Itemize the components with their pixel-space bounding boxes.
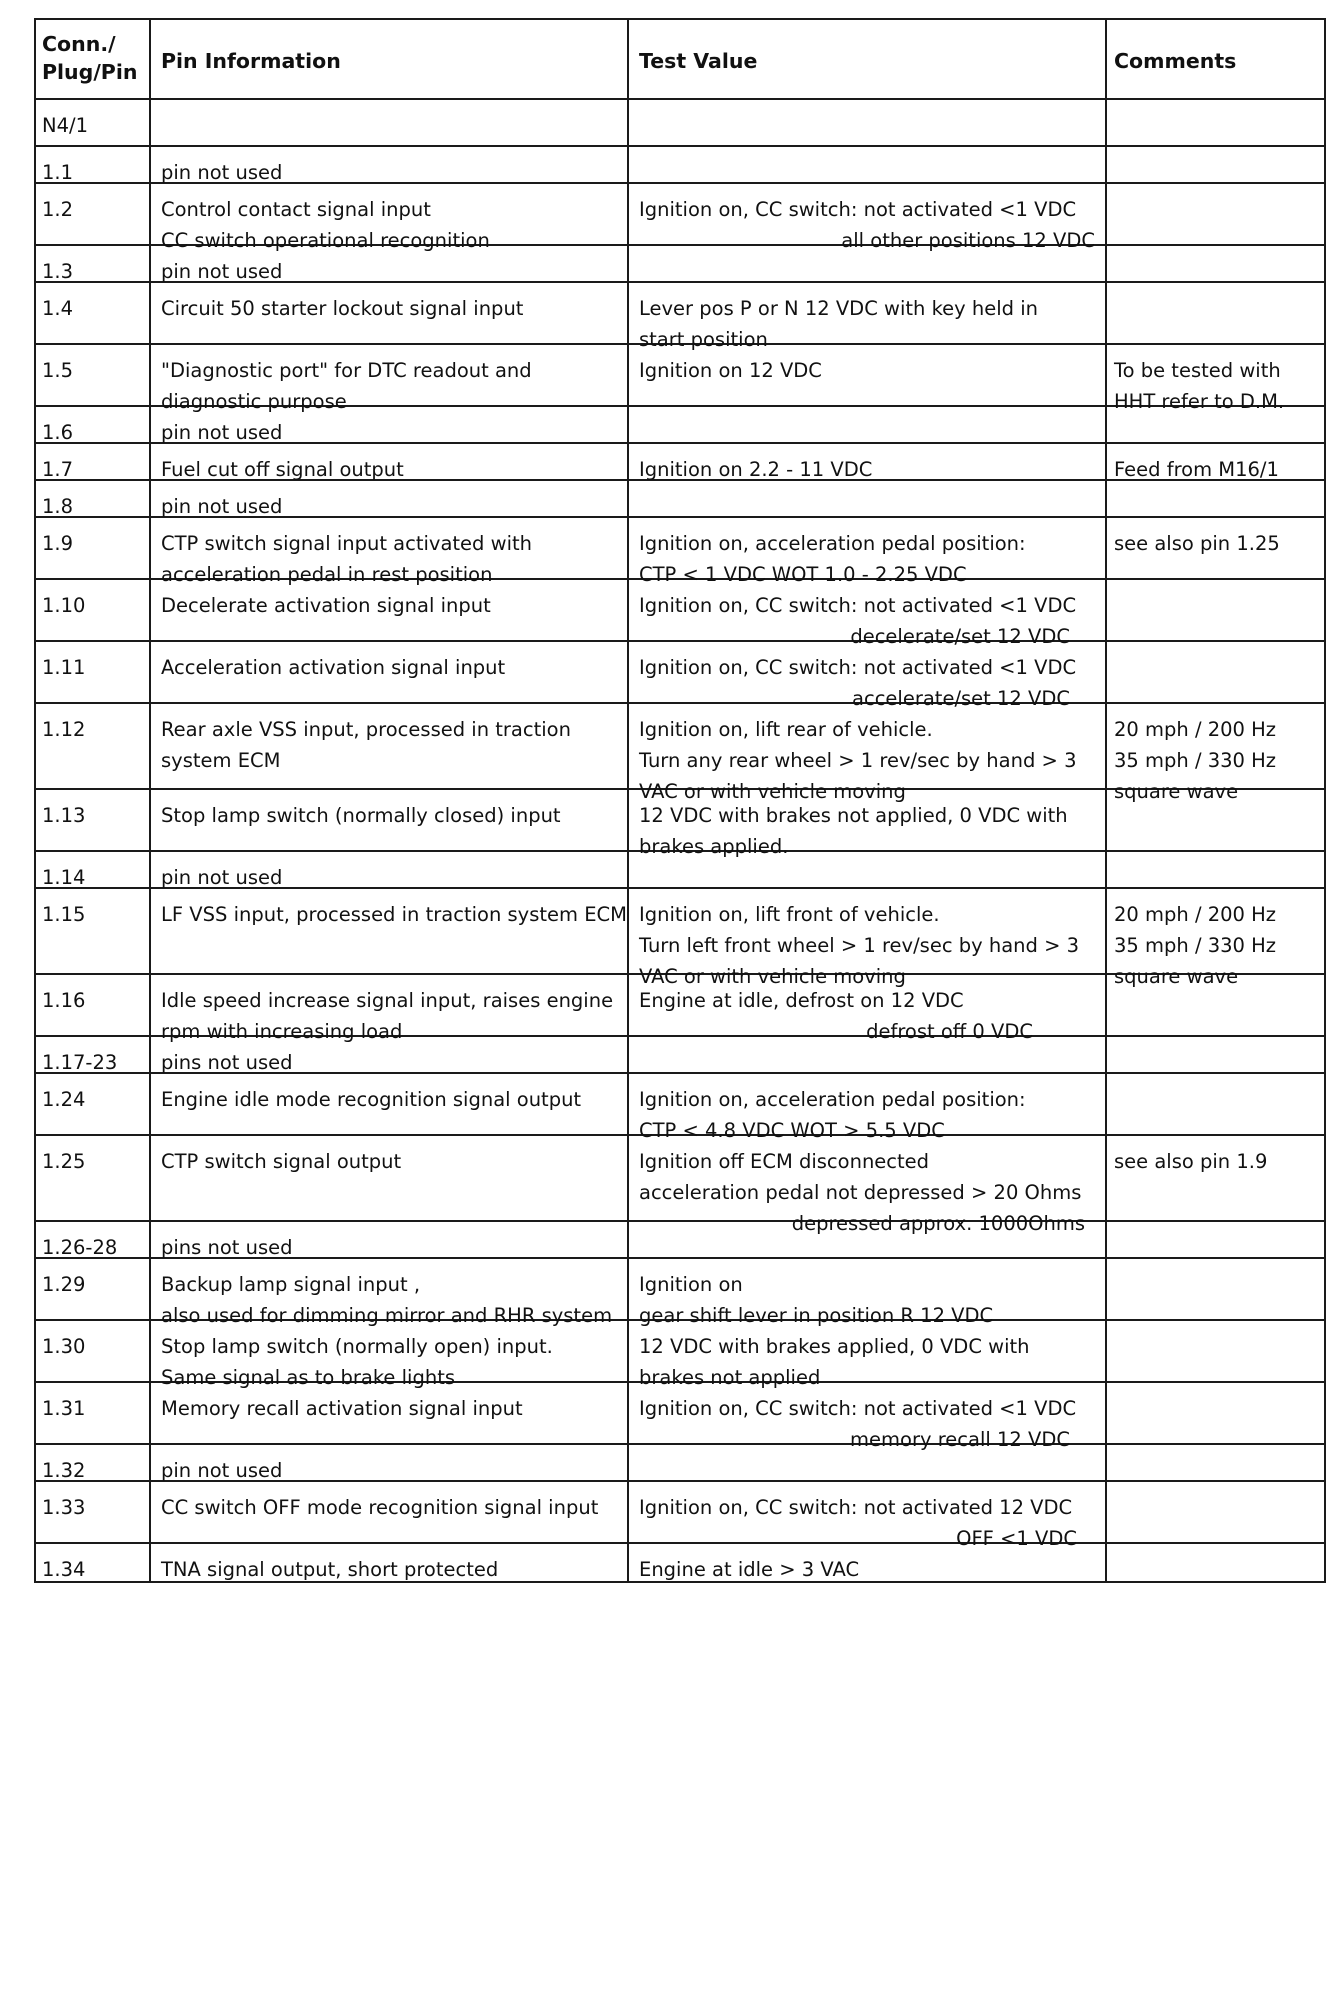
pin-information — [151, 852, 629, 887]
test-value-line: Ignition on, CC switch: not activated 12 VDC — [639, 1496, 1073, 1519]
test-value — [629, 444, 1107, 479]
table-row — [36, 518, 1324, 586]
test-value-line: VAC or with vehicle moving — [639, 965, 906, 988]
table-row — [36, 481, 1324, 518]
table-row — [36, 790, 1324, 858]
test-value-line: Ignition on, lift rear of vehicle. — [639, 718, 933, 741]
pin-information — [151, 345, 629, 413]
comments — [1107, 1445, 1324, 1480]
comments-line: 20 mph / 200 Hz — [1114, 903, 1277, 926]
pin-information — [151, 184, 629, 252]
test-value — [629, 852, 1107, 887]
test-value-line: accelerate/set 12 VDC — [852, 687, 1070, 710]
pin-information-line: diagnostic purpose — [161, 390, 347, 413]
pin-information-line: Backup lamp signal input , — [161, 1273, 421, 1296]
test-value — [629, 481, 1107, 516]
pin-information-line: Idle speed increase signal input, raises engine — [161, 989, 614, 1012]
table-row — [36, 1074, 1324, 1142]
test-value-line: Turn any rear wheel > 1 rev/sec by hand > 3 — [639, 749, 1077, 772]
pin-information-line: CC switch OFF mode recognition signal input — [161, 1496, 599, 1519]
test-value-line: brakes not applied — [639, 1366, 821, 1389]
pin-id: 1.9 — [36, 518, 151, 578]
test-value — [629, 246, 1107, 281]
test-value-line: decelerate/set 12 VDC — [850, 625, 1070, 648]
table-row — [36, 852, 1324, 889]
pin-information-line: Same signal as to brake lights — [161, 1366, 455, 1389]
pin-id: 1.11 — [36, 642, 151, 702]
test-value-line: CTP < 1 VDC WOT 1.0 - 2.25 VDC — [639, 563, 967, 586]
header-conn-line: Plug/Pin — [42, 60, 138, 84]
test-value-line: all other positions 12 VDC — [841, 229, 1095, 252]
pin-information — [151, 1074, 629, 1134]
pin-information-line: pin not used — [161, 161, 283, 184]
test-value — [629, 1222, 1107, 1257]
test-value — [629, 283, 1107, 351]
table-header — [36, 20, 1324, 100]
pin-id: 1.32 — [36, 1445, 151, 1480]
table-row — [36, 147, 1324, 184]
test-value-line: OFF <1 VDC — [956, 1527, 1077, 1550]
test-value-line: Engine at idle, defrost on 12 VDC — [639, 989, 964, 1012]
test-value — [629, 642, 1107, 710]
pin-information-line: pin not used — [161, 495, 283, 518]
pin-id: 1.4 — [36, 283, 151, 343]
test-value — [629, 1074, 1107, 1142]
pin-information — [151, 444, 629, 479]
test-value-line: Ignition on 2.2 - 11 VDC — [639, 458, 873, 481]
pin-information — [151, 1383, 629, 1443]
test-value-line: CTP < 4.8 VDC WOT > 5.5 VDC — [639, 1119, 945, 1142]
pin-information — [151, 481, 629, 516]
pin-information-line: CC switch operational recognition — [161, 229, 490, 252]
test-value-line: start position — [639, 328, 768, 351]
pin-information-line: pin not used — [161, 1459, 283, 1482]
comments — [1107, 246, 1324, 281]
pin-id: 1.3 — [36, 246, 151, 281]
comments — [1107, 481, 1324, 516]
comments — [1107, 889, 1324, 988]
test-value-line: Ignition on — [639, 1273, 743, 1296]
test-value — [629, 1445, 1107, 1480]
test-value-line: depressed approx. 1000Ohms — [791, 1212, 1085, 1235]
pin-id: 1.24 — [36, 1074, 151, 1134]
comments — [1107, 975, 1324, 1035]
comments — [1107, 100, 1324, 145]
comments — [1107, 1074, 1324, 1134]
pin-id: 1.15 — [36, 889, 151, 973]
pin-id: 1.5 — [36, 345, 151, 405]
comments-line: see also pin 1.9 — [1114, 1150, 1268, 1173]
pin-information — [151, 100, 629, 145]
test-value-line: Engine at idle > 3 VAC — [639, 1558, 860, 1581]
pin-information-line: LF VSS input, processed in traction system ECM — [161, 903, 627, 926]
comments — [1107, 184, 1324, 244]
pin-information — [151, 1321, 629, 1389]
comments — [1107, 407, 1324, 442]
test-value — [629, 1544, 1107, 1581]
pin-information — [151, 407, 629, 442]
comments — [1107, 1482, 1324, 1542]
pin-table — [34, 18, 1326, 1583]
comments — [1107, 283, 1324, 343]
pin-information — [151, 704, 629, 788]
comments — [1107, 852, 1324, 887]
table-row — [36, 889, 1324, 988]
pin-id: 1.30 — [36, 1321, 151, 1381]
test-value-line: Ignition on, CC switch: not activated <1 VDC — [639, 594, 1077, 617]
pin-id: 1.29 — [36, 1259, 151, 1319]
pin-id: 1.33 — [36, 1482, 151, 1542]
pin-id: 1.6 — [36, 407, 151, 442]
test-value-line: acceleration pedal not depressed > 20 Ohms — [639, 1181, 1082, 1204]
test-value-line: Ignition on, acceleration pedal position: — [639, 532, 1026, 555]
pin-id: 1.10 — [36, 580, 151, 640]
pin-information-line: system ECM — [161, 749, 281, 772]
comments-line: see also pin 1.25 — [1114, 532, 1280, 555]
comments — [1107, 1321, 1324, 1381]
comments-line: 20 mph / 200 Hz — [1114, 718, 1277, 741]
test-value-line: Ignition on, acceleration pedal position: — [639, 1088, 1026, 1111]
pin-id: 1.17-23 — [36, 1037, 151, 1072]
pin-information-line: pins not used — [161, 1051, 293, 1074]
test-value — [629, 147, 1107, 182]
pin-information — [151, 1136, 629, 1220]
table-row — [36, 184, 1324, 252]
table-row — [36, 1445, 1324, 1482]
test-value — [629, 1037, 1107, 1072]
comments-line: 35 mph / 330 Hz — [1114, 934, 1277, 957]
test-value — [629, 704, 1107, 803]
pin-id: N4/1 — [36, 100, 151, 145]
pin-information — [151, 1544, 629, 1581]
pin-information-line: Engine idle mode recognition signal output — [161, 1088, 582, 1111]
test-value-line: gear shift lever in position R 12 VDC — [639, 1304, 994, 1327]
pin-id: 1.14 — [36, 852, 151, 887]
pin-information-line: Fuel cut off signal output — [161, 458, 404, 481]
pin-information-line: Stop lamp switch (normally closed) input — [161, 804, 561, 827]
table-row — [36, 975, 1324, 1043]
pin-id: 1.25 — [36, 1136, 151, 1220]
comments — [1107, 1222, 1324, 1257]
test-value-line: defrost off 0 VDC — [866, 1020, 1033, 1043]
pin-information-line: CTP switch signal input activated with — [161, 532, 532, 555]
pin-id: 1.2 — [36, 184, 151, 244]
comments-line: square wave — [1114, 965, 1239, 988]
pin-information — [151, 790, 629, 850]
comments — [1107, 1383, 1324, 1443]
pin-information-line: Rear axle VSS input, processed in traction — [161, 718, 571, 741]
pin-information-line: Circuit 50 starter lockout signal input — [161, 297, 524, 320]
pin-information-line: Stop lamp switch (normally open) input. — [161, 1335, 553, 1358]
pin-information — [151, 518, 629, 586]
test-value — [629, 889, 1107, 988]
comments-line: 35 mph / 330 Hz — [1114, 749, 1277, 772]
test-value-line: Ignition off ECM disconnected — [639, 1150, 930, 1173]
test-value-line: Lever pos P or N 12 VDC with key held in — [639, 297, 1039, 320]
test-value-line: 12 VDC with brakes applied, 0 VDC with — [639, 1335, 1030, 1358]
header-comments: Comments — [1114, 49, 1237, 73]
test-value — [629, 1259, 1107, 1327]
pin-information-line: Memory recall activation signal input — [161, 1397, 523, 1420]
comments — [1107, 1544, 1324, 1581]
table-row — [36, 1482, 1324, 1550]
comments — [1107, 147, 1324, 182]
table-row — [36, 704, 1324, 803]
pin-information-line: Decelerate activation signal input — [161, 594, 491, 617]
pin-information-line: CTP switch signal output — [161, 1150, 402, 1173]
header-test-value: Test Value — [629, 20, 1107, 98]
pin-information-line: pin not used — [161, 260, 283, 283]
header-conn-line: Conn./ — [42, 32, 116, 56]
pin-information — [151, 580, 629, 640]
comments — [1107, 1259, 1324, 1319]
test-value-line: Ignition on, CC switch: not activated <1 VDC — [639, 1397, 1077, 1420]
table-row — [36, 246, 1324, 283]
comments-line: HHT refer to D.M. — [1114, 390, 1285, 413]
pin-information-line: acceleration pedal in rest position — [161, 563, 493, 586]
table-row — [36, 1222, 1324, 1259]
test-value-line: Ignition on, CC switch: not activated <1 VDC — [639, 198, 1077, 221]
pin-information — [151, 1445, 629, 1480]
comments-line: Feed from M16/1 — [1114, 458, 1279, 481]
pin-information-line: "Diagnostic port" for DTC readout and — [161, 359, 532, 382]
pin-information — [151, 889, 629, 973]
comments-line: To be tested with — [1114, 359, 1281, 382]
pin-id: 1.7 — [36, 444, 151, 479]
test-value — [629, 1383, 1107, 1451]
test-value — [629, 975, 1107, 1043]
test-value — [629, 1136, 1107, 1235]
test-value — [629, 1482, 1107, 1550]
table-row — [36, 407, 1324, 444]
comments — [1107, 580, 1324, 640]
pin-information-line: TNA signal output, short protected — [161, 1558, 499, 1581]
comments — [1107, 642, 1324, 702]
header-conn — [36, 20, 151, 98]
comments — [1107, 345, 1324, 413]
comments — [1107, 1136, 1324, 1220]
pin-information — [151, 975, 629, 1043]
pin-information-line: pin not used — [161, 866, 283, 889]
pin-information — [151, 147, 629, 182]
test-value — [629, 790, 1107, 858]
pin-information-line: pins not used — [161, 1236, 293, 1259]
pin-id: 1.8 — [36, 481, 151, 516]
header-pin-information: Pin Information — [151, 20, 629, 98]
test-value — [629, 407, 1107, 442]
table-row — [36, 1259, 1324, 1327]
table-row — [36, 444, 1324, 481]
pin-information-line: pin not used — [161, 421, 283, 444]
comments — [1107, 444, 1324, 479]
pin-id: 1.1 — [36, 147, 151, 182]
table-row — [36, 1544, 1324, 1581]
table-row — [36, 580, 1324, 648]
table-row — [36, 1383, 1324, 1451]
comments — [1107, 790, 1324, 850]
table-row — [36, 345, 1324, 413]
test-value-line: Turn left front wheel > 1 rev/sec by hand > 3 — [639, 934, 1080, 957]
pin-information — [151, 1037, 629, 1072]
pin-information — [151, 1222, 629, 1257]
pin-id: 1.31 — [36, 1383, 151, 1443]
test-value-line: brakes applied. — [639, 835, 789, 858]
pin-id: 1.16 — [36, 975, 151, 1035]
test-value-line: Ignition on, lift front of vehicle. — [639, 903, 940, 926]
pin-id: 1.12 — [36, 704, 151, 788]
comments — [1107, 518, 1324, 578]
pin-information-line: rpm with increasing load — [161, 1020, 403, 1043]
pin-information-line: Control contact signal input — [161, 198, 431, 221]
comments — [1107, 704, 1324, 803]
pin-information — [151, 283, 629, 343]
pin-id: 1.26-28 — [36, 1222, 151, 1257]
test-value — [629, 184, 1107, 252]
pin-id: 1.34 — [36, 1544, 151, 1581]
table-row — [36, 100, 1324, 147]
test-value-line: Ignition on 12 VDC — [639, 359, 822, 382]
test-value-line: Ignition on, CC switch: not activated <1 VDC — [639, 656, 1077, 679]
test-value — [629, 100, 1107, 145]
table-row — [36, 642, 1324, 710]
test-value — [629, 345, 1107, 405]
test-value — [629, 580, 1107, 648]
pin-information — [151, 1482, 629, 1542]
pin-id: 1.13 — [36, 790, 151, 850]
test-value — [629, 518, 1107, 586]
comments-line: square wave — [1114, 780, 1239, 803]
test-value — [629, 1321, 1107, 1389]
pin-information — [151, 246, 629, 281]
table-row — [36, 283, 1324, 351]
test-value-line: 12 VDC with brakes not applied, 0 VDC with — [639, 804, 1068, 827]
pin-information — [151, 1259, 629, 1327]
pin-information-line: also used for dimming mirror and RHR system — [161, 1304, 613, 1327]
table-row — [36, 1321, 1324, 1389]
comments — [1107, 1037, 1324, 1072]
pin-information-line: Acceleration activation signal input — [161, 656, 506, 679]
test-value-line: memory recall 12 VDC — [850, 1428, 1070, 1451]
table-row — [36, 1037, 1324, 1074]
pin-information — [151, 642, 629, 702]
test-value-line: VAC or with vehicle moving — [639, 780, 906, 803]
table-row — [36, 1136, 1324, 1235]
